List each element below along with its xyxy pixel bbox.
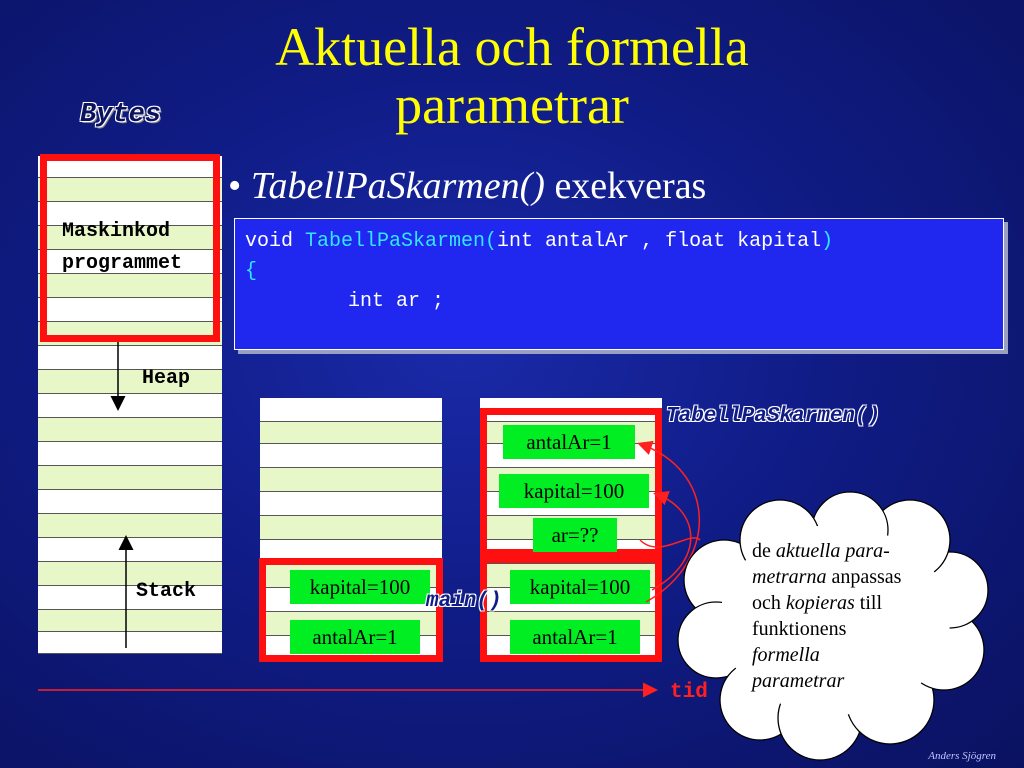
cloud-t1: de — [752, 540, 776, 562]
code-label-1: Maskinkod — [62, 220, 171, 243]
code-close-paren: ) — [821, 230, 834, 253]
cloud-text — [752, 538, 962, 694]
snap1-kapital: kapital=100 — [290, 570, 430, 604]
snap2-kapital-formal: kapital=100 — [499, 474, 649, 508]
cloud-t9: formella — [752, 644, 820, 666]
cloud-t2: aktuella para- — [775, 540, 890, 562]
title-line-1: Aktuella och formella — [275, 17, 749, 77]
snap2-antalAr-formal: antalAr=1 — [503, 425, 635, 459]
code-line-3: int ar ; — [348, 290, 445, 313]
code-line-2: { — [245, 260, 258, 283]
stack-label: Stack — [136, 580, 197, 603]
snap2-antalAr: antalAr=1 — [510, 620, 640, 654]
cloud-t10: parametrar — [752, 670, 845, 692]
bullet-symbol: • — [228, 165, 242, 207]
cloud-t3: metrarna — [752, 566, 827, 588]
snap2-ar: ar=?? — [533, 518, 617, 552]
snap2-kapital: kapital=100 — [510, 570, 650, 604]
bytes-label: Bytes — [80, 100, 162, 130]
code-label-2: programmet — [62, 252, 183, 275]
cloud-t8: funktionens — [752, 618, 847, 640]
cloud-t7: till — [854, 592, 883, 614]
func-frame-label: TabellPaSkarmen() — [666, 405, 881, 428]
cloud-t5: och — [752, 592, 786, 614]
heap-label: Heap — [142, 367, 191, 390]
timeline-label: tid — [670, 681, 708, 704]
main-label: main() — [426, 590, 502, 613]
code-params: int antalAr , float kapital — [497, 230, 822, 253]
cloud-t4: anpassas — [826, 566, 902, 588]
snap1-antalAr: antalAr=1 — [290, 620, 420, 654]
bullet-func: TabellPaSkarmen() — [250, 165, 545, 207]
author-footer: Anders Sjögren — [928, 750, 996, 762]
title-line-2: parametrar — [395, 75, 629, 135]
code-void: void — [245, 230, 306, 253]
bullet-rest: exekveras — [544, 165, 707, 207]
cloud-t6: kopieras — [785, 592, 855, 614]
code-func-name: TabellPaSkarmen( — [305, 230, 498, 253]
